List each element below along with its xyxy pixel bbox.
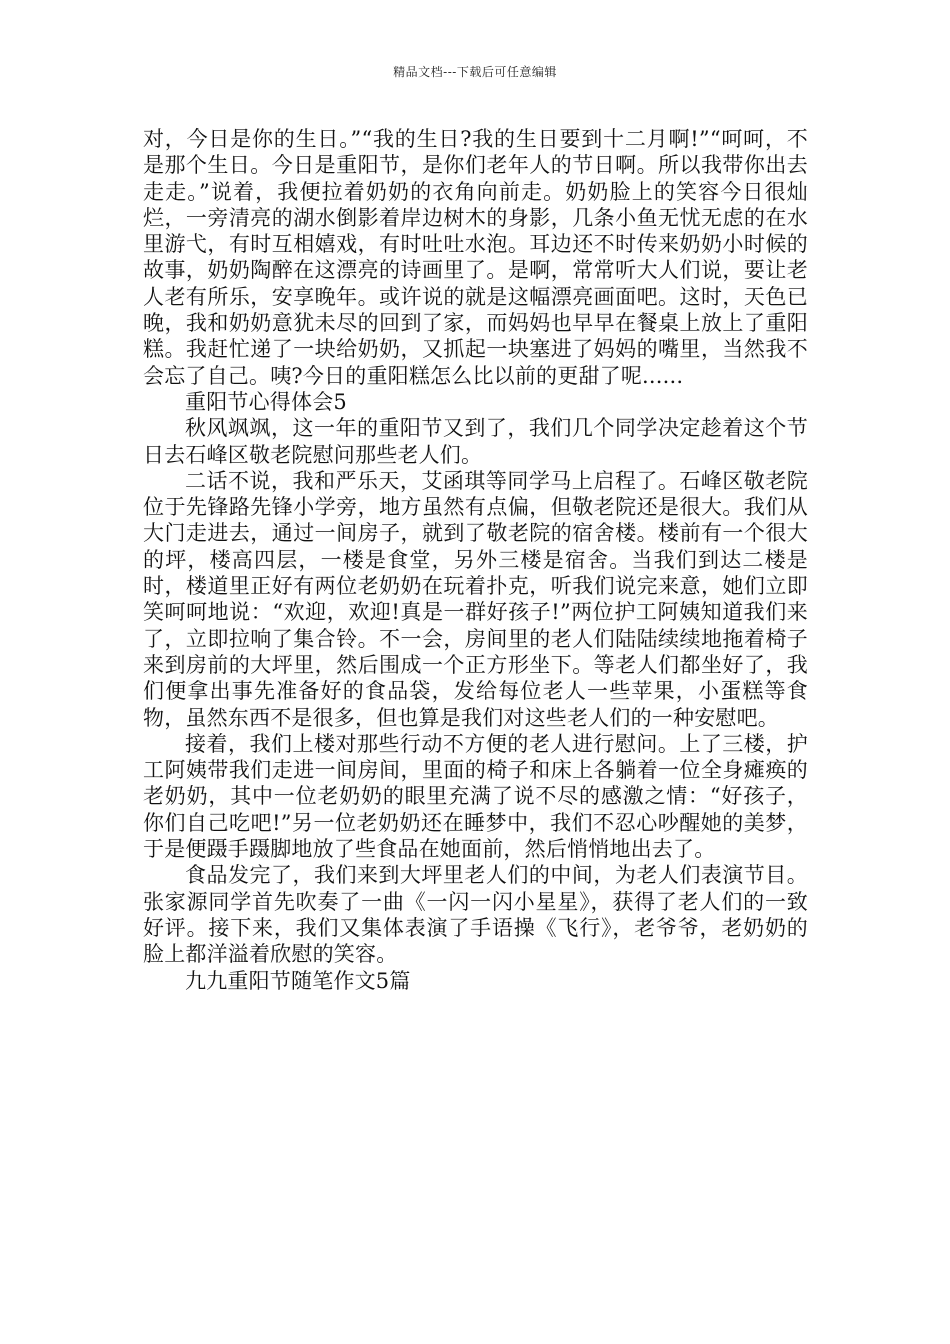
paragraph: 秋风飒飒，这一年的重阳节又到了，我们几个同学决定趁着这个节日去石峰区敬老院慰问那些老人们。 [143,416,808,467]
paragraph: 食品发完了，我们来到大坪里老人们的中间，为老人们表演节目。张家源同学首先吹奏了一曲《一闪一闪小星星》，获得了老人们的一致好评。接下来，我们又集体表演了手语操《飞行》，老爷爷，老奶奶的脸上都洋溢着欣慰的笑容。 [143,863,808,967]
document-body [143,126,808,994]
page-header: 精品文档---下载后可任意编辑 [393,65,557,79]
section-heading: 重阳节心得体会5 [185,389,347,414]
paragraph: 接着，我们上楼对那些行动不方便的老人进行慰问。上了三楼，护工阿姨带我们走进一间房间，里面的椅子和床上各躺着一位全身瘫痪的老奶奶，其中一位老奶奶的眼里充满了说不尽的感激之情：“好孩子，你们自己吃吧!”另一位老奶奶还在睡梦中，我们不忍心吵醒她的美梦，于是便蹑手蹑脚地放了些食品在她面前，然后悄悄地出去了。 [143,731,808,862]
paragraph-continued: 对，今日是你的生日。”“我的生日?我的生日要到十二月啊!”“呵呵，不是那个生日。今日是重阳节，是你们老年人的节日啊。所以我带你出去走走。”说着，我便拉着奶奶的衣角向前走。奶奶脸上的笑容今日很灿烂，一旁清亮的湖水倒影着岸边树木的身影，几条小鱼无忧无虑的在水里游弋，有时互相嬉戏，有时吐吐水泡。耳边还不时传来奶奶小时候的故事，奶奶陶醉在这漂亮的诗画里了。是啊，常常听大人们说，要让老人老有所乐，安享晚年。或许说的就是这幅漂亮画面吧。这时，天色已晚，我和奶奶意犹未尽的回到了家，而妈妈也早早在餐桌上放上了重阳糕。我赶忙递了一块给奶奶，又抓起一块塞进了妈妈的嘴里，当然我不会忘了自己。咦?今日的重阳糕怎么比以前的更甜了呢...... [143,127,808,388]
section-heading: 九九重阳节随笔作文5篇 [185,968,411,993]
paragraph: 二话不说，我和严乐天，艾函琪等同学马上启程了。石峰区敬老院位于先锋路先锋小学旁，地方虽然有点偏，但敬老院还是很大。我们从大门走进去，通过一间房子，就到了敬老院的宿舍楼。楼前有一个很大的坪，楼高四层，一楼是食堂，另外三楼是宿舍。当我们到达二楼是时，楼道里正好有两位老奶奶在玩着扑克，听我们说完来意，她们立即笑呵呵地说：“欢迎，欢迎!真是一群好孩子!”两位护工阿姨知道我们来了，立即拉响了集合铃。不一会，房间里的老人们陆陆续续地拖着椅子来到房前的大坪里，然后围成一个正方形坐下。等老人们都坐好了，我们便拿出事先准备好的食品袋，发给每位老人一些苹果，小蛋糕等食物，虽然东西不是很多，但也算是我们对这些老人们的一种安慰吧。 [143,468,808,730]
